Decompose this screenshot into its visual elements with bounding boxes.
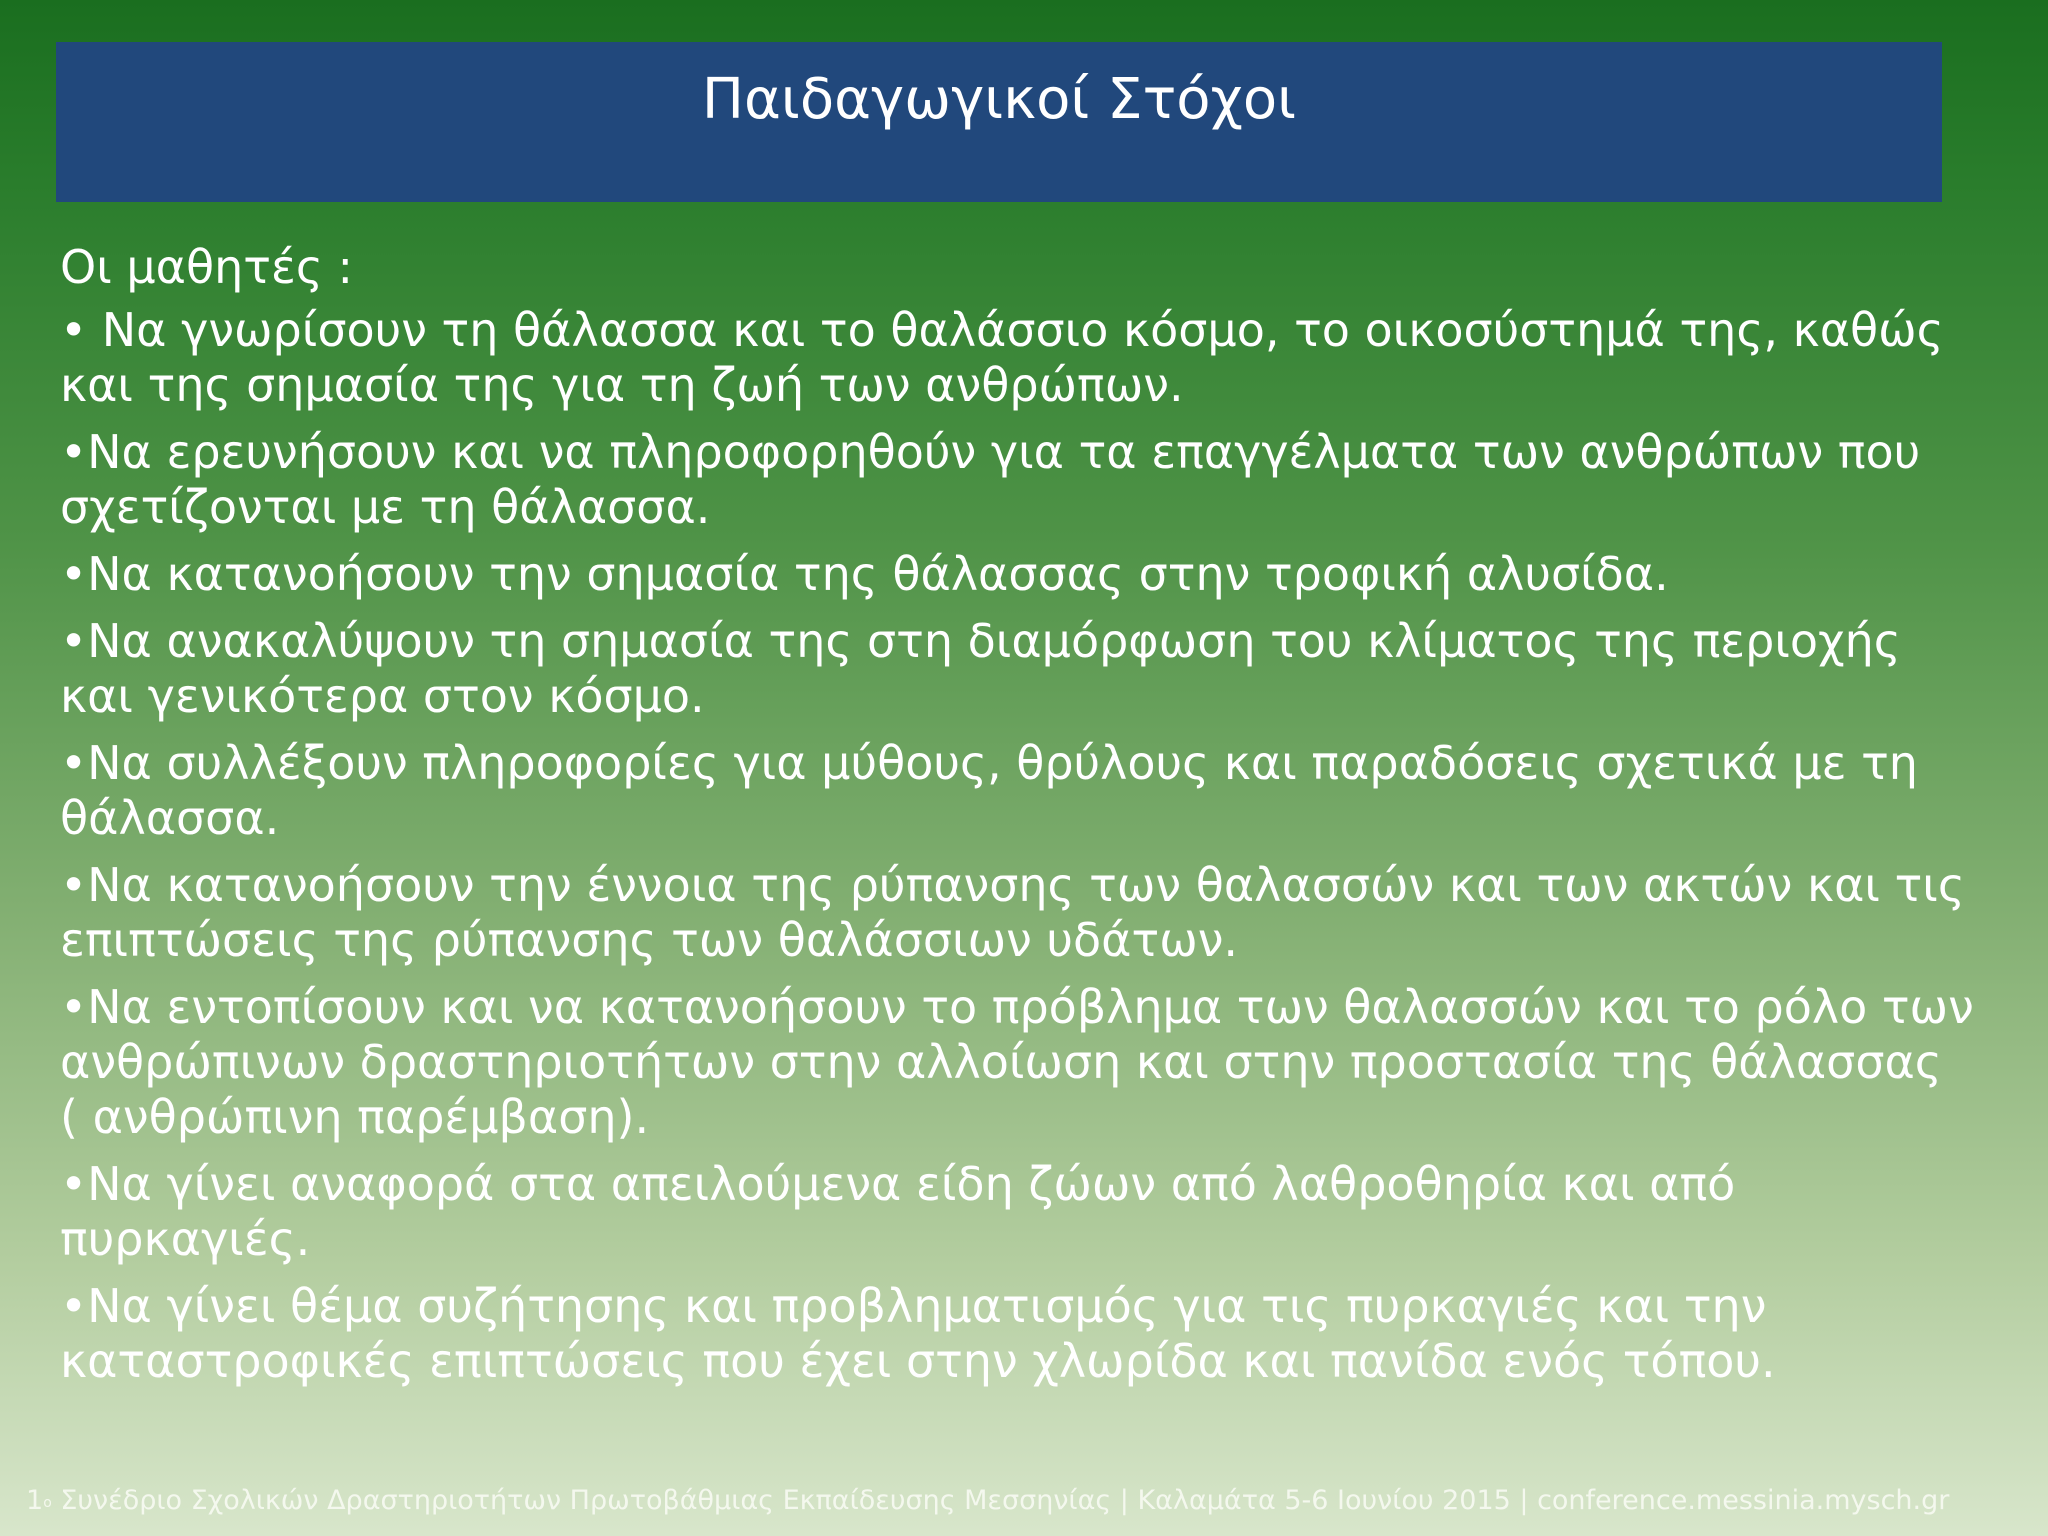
goal-item — [60, 303, 1990, 413]
goal-line — [60, 669, 1990, 724]
intro-text: Οι μαθητές : — [60, 240, 353, 294]
goal-line — [60, 614, 1990, 669]
goal-text: ( ανθρώπινη παρέμβαση). — [60, 1090, 650, 1144]
goal-text: πυρκαγιές. — [60, 1212, 311, 1266]
goal-item — [60, 614, 1990, 724]
goal-line — [60, 1279, 1990, 1334]
goal-text: Να ανακαλύψουν τη σημασία της στη διαμόρφωση του κλίματος της περιοχής — [87, 614, 1901, 668]
footer-number: 1 — [26, 1485, 44, 1516]
footer-text: Συνέδριο Σχολικών Δραστηριοτήτων Πρωτοβάθμιας Εκπαίδευσης Μεσσηνίας | Καλαμάτα 5-6 Ιουνίου 2015 | conference.messinia.mysch.gr — [51, 1485, 1950, 1516]
goal-line — [60, 480, 1990, 535]
bullet-icon: • — [60, 614, 88, 668]
goal-line — [60, 425, 1990, 480]
bullet-icon: • — [60, 303, 88, 357]
bullet-icon: • — [60, 1157, 88, 1211]
slide-content — [60, 240, 1990, 1401]
goal-text: Να γίνει θέμα συζήτησης και προβληματισμός για τις πυρκαγιές και την — [87, 1279, 1767, 1333]
title-bar — [56, 42, 1942, 202]
goal-line — [60, 913, 1990, 968]
goal-text: σχετίζονται με τη θάλασσα. — [60, 480, 711, 534]
goal-line — [60, 1090, 1990, 1145]
goal-text: Να γνωρίσουν τη θάλασσα και το θαλάσσιο κόσμο, το οικοσύστημά της, καθώς — [87, 303, 1944, 357]
goal-text: Να εντοπίσουν και να κατανοήσουν το πρόβλημα των θαλασσών και το ρόλο των — [87, 980, 1974, 1034]
goal-line — [60, 1035, 1990, 1090]
goal-line — [60, 736, 1990, 791]
slide-title: Παιδαγωγικοί Στόχοι — [701, 67, 1297, 132]
goal-text: ανθρώπινων δραστηριοτήτων στην αλλοίωση και στην προστασία της θάλασσας — [60, 1035, 1942, 1089]
goal-text: και της σημασία της για τη ζωή των ανθρώπων. — [60, 358, 1184, 412]
goal-item — [60, 980, 1990, 1145]
goals-list — [60, 303, 1990, 1389]
footer — [26, 1484, 2026, 1518]
goal-text: επιπτώσεις της ρύπανσης των θαλάσσιων υδάτων. — [60, 913, 1239, 967]
goal-line — [60, 791, 1990, 846]
bullet-icon: • — [60, 547, 88, 601]
goal-text: καταστροφικές επιπτώσεις που έχει στην χλωρίδα και πανίδα ενός τόπου. — [60, 1334, 1776, 1388]
footer-superscript: ο — [43, 1495, 52, 1511]
goal-line — [60, 1212, 1990, 1267]
goal-item — [60, 547, 1990, 602]
bullet-icon: • — [60, 858, 88, 912]
goal-text: Να ερευνήσουν και να πληροφορηθούν για τα επαγγέλματα των ανθρώπων που — [87, 425, 1921, 479]
goal-text: Να συλλέξουν πληροφορίες για μύθους, θρύλους και παραδόσεις σχετικά με τη — [87, 736, 1918, 790]
goal-line — [60, 980, 1990, 1035]
goal-text: Να γίνει αναφορά στα απειλούμενα είδη ζώων από λαθροθηρία και από — [87, 1157, 1736, 1211]
goal-line — [60, 858, 1990, 913]
goal-text: θάλασσα. — [60, 791, 280, 845]
goal-item — [60, 736, 1990, 846]
goal-line — [60, 1334, 1990, 1389]
bullet-icon: • — [60, 425, 88, 479]
goal-text: Να κατανοήσουν την έννοια της ρύπανσης των θαλασσών και των ακτών και τις — [87, 858, 1965, 912]
bullet-icon: • — [60, 1279, 88, 1333]
goal-text: και γενικότερα στον κόσμο. — [60, 669, 705, 723]
goal-item — [60, 1279, 1990, 1389]
goal-line — [60, 358, 1990, 413]
goal-line — [60, 303, 1990, 358]
goal-text: Να κατανοήσουν την σημασία της θάλασσας στην τροφική αλυσίδα. — [87, 547, 1669, 601]
goal-item — [60, 858, 1990, 968]
goal-line — [60, 547, 1990, 602]
bullet-icon: • — [60, 736, 88, 790]
bullet-icon: • — [60, 980, 88, 1034]
goal-item — [60, 1157, 1990, 1267]
goal-item — [60, 425, 1990, 535]
goal-line — [60, 1157, 1990, 1212]
